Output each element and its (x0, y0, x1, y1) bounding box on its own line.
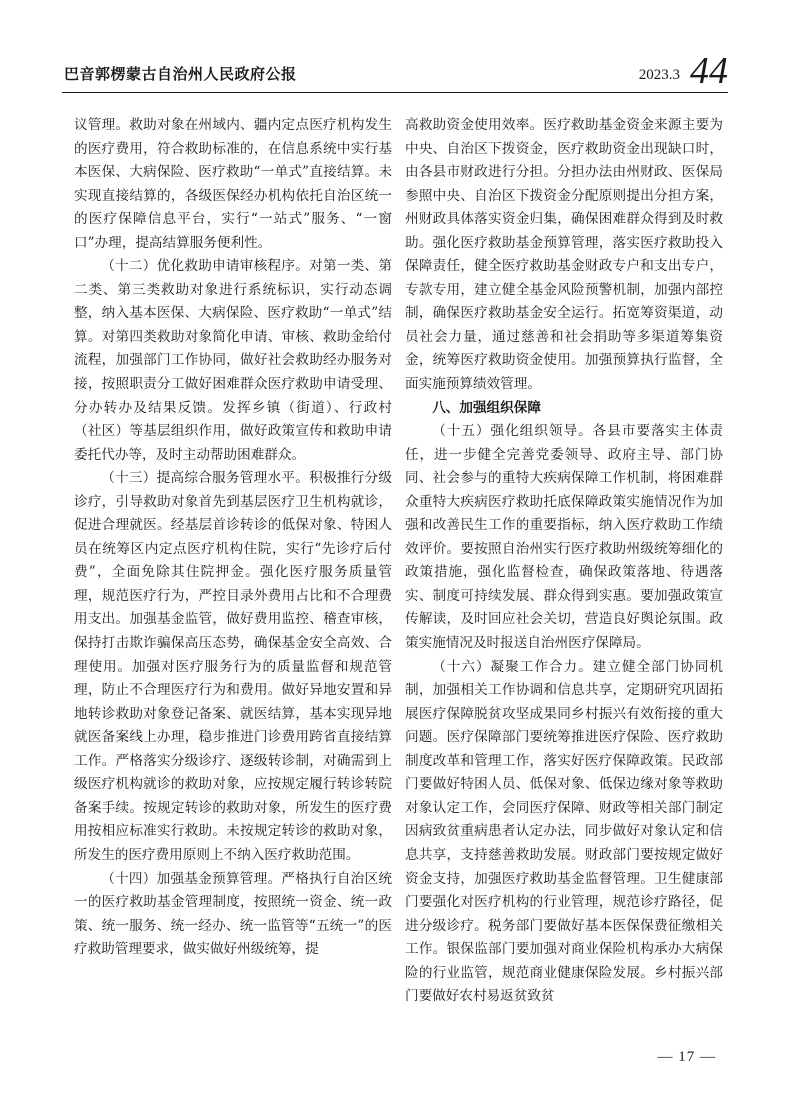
paragraph: （十五）强化组织领导。各县市要落实主体责任，进一步健全完善党委领导、政府主导、部门协同、社会参与的重特大疾病保障工作机制，将困难群众重特大疾病医疗救助托底保障政策实施情况作为加强和改善民生工作的重要指标，纳入医疗救助工作绩效评价。要按照自治州实行医疗救助州级统筹细化的政策措施，强化监督检查，确保政策落地、待遇落实、制度可持续发展、群众得到实惠。要加强政策宣传解读，及时回应社会关切，营造良好舆论氛围。政策实施情况及时报送自治州医疗保障局。 (405, 423, 723, 652)
left-column (74, 114, 392, 962)
header-divider (62, 92, 728, 93)
paragraph: 高救助资金使用效率。医疗救助基金资金来源主要为中央、自治区下拨资金，医疗救助资金出现缺口时，由各县市财政进行分担。分担办法由州财政、医保局参照中央、自治区下拨资金分配原则提出分担方案，州财政具体落实资金归集，确保困难群众得到及时救助。强化医疗救助基金预算管理，落实医疗救助投入保障责任，健全医疗救助基金财政专户和支出专户，专款专用，建立健全基金风险预警机制，加强内部控制，确保医疗救助基金安全运行。拓宽筹资渠道，动员社会力量，通过慈善和社会捐助等多渠道筹集资金，统筹医疗救助资金使用。加强预算执行监督，全面实施预算绩效管理。 (405, 117, 723, 393)
paragraph: 议管理。救助对象在州域内、疆内定点医疗机构发生的医疗费用，符合救助标准的，在信息系统中实行基本医保、大病保险、医疗救助“一单式”直接结算。未实现直接结算的，各级医保经办机构依托自治区统一的医疗保障信息平台，实行“一站式”服务、“一窗口”办理，提高结算服务便利性。 (74, 117, 392, 251)
paragraph: （十二）优化救助申请审核程序。对第一类、第二类、第三类救助对象进行系统标识，实行动态调整，纳入基本医保、大病保险、医疗救助“一单式”结算。对第四类救助对象简化申请、审核、救助金给付流程，加强部门工作协同，做好社会救助经办服务对接，按照职责分工做好困难群众医疗救助申请受理、分办转办及结果反馈。发挥乡镇（街道）、行政村（社区）等基层组织作用，做好政策宣传和救助申请委托代办等，及时主动帮助困难群众。 (74, 258, 392, 463)
section-heading: 八、加强组织保障 (432, 399, 541, 416)
page-number: — 17 — (657, 1049, 716, 1065)
paragraph: （十六）凝聚工作合力。建立健全部门协同机制，加强相关工作协调和信息共享，定期研究巩固拓展医疗保障脱贫攻坚成果同乡村振兴有效衔接的重大问题。医疗保障部门要统筹推进医疗保险、医疗救助制度改革和管理工作，落实好医疗保障政策。民政部门要做好特困人员、低保对象、低保边缘对象等救助对象认定工作，会同医疗保障、财政等相关部门制定因病致贫重病患者认定办法，同步做好对象认定和信息共享，支持慈善救助发展。财政部门要按规定做好资金支持，加强医疗救助基金监督管理。卫生健康部门要强化对医疗机构的行业管理，规范诊疗路径，促进分级诊疗。税务部门要做好基本医保保费征缴相关工作。银保监部门要加强对商业保险机构承办大病保险的行业监管，规范商业健康保险发展。乡村振兴部门要做好农村易返贫致贫 (405, 658, 723, 1005)
paragraph: （十三）提高综合服务管理水平。积极推行分级诊疗，引导救助对象首先到基层医疗卫生机构就诊，促进合理就医。经基层首诊转诊的低保对象、特困人员在统筹区内定点医疗机构住院，实行“先诊疗后付费”，全面免除其住院押金。强化医疗服务质量管理，规范医疗行为，严控目录外费用占比和不合理费用支出。加强基金监管，做好费用监控、稽查审核，保持打击欺诈骗保高压态势，确保基金安全高效、合理使用。加强对医疗服务行为的质量监督和规范管理，防止不合理医疗行为和费用。做好异地安置和异地转诊救助对象登记备案、就医结算，基本实现异地就医备案线上办理，稳步推进门诊费用跨省直接结算工作。严格落实分级诊疗、逐级转诊制，对确需到上级医疗机构就诊的救助对象，应按规定履行转诊转院备案手续。按规定转诊的救助对象，所发生的医疗费用按相应标准实行救助。未按规定转诊的救助对象，所发生的医疗费用原则上不纳入医疗救助范围。 (74, 470, 392, 863)
right-column (405, 114, 723, 1009)
issue-number: 44 (690, 50, 728, 92)
page-header (62, 52, 728, 90)
publication-title: 巴音郭楞蒙古自治州人民政府公报 (64, 65, 297, 83)
issue-date: 2023.3 (638, 67, 680, 83)
paragraph: （十四）加强基金预算管理。严格执行自治区统一的医疗救助基金管理制度，按照统一资金、统一政策、统一服务、统一经办、统一监管等“五统一”的医疗救助管理要求，做实做好州级统筹，提 (74, 870, 392, 958)
